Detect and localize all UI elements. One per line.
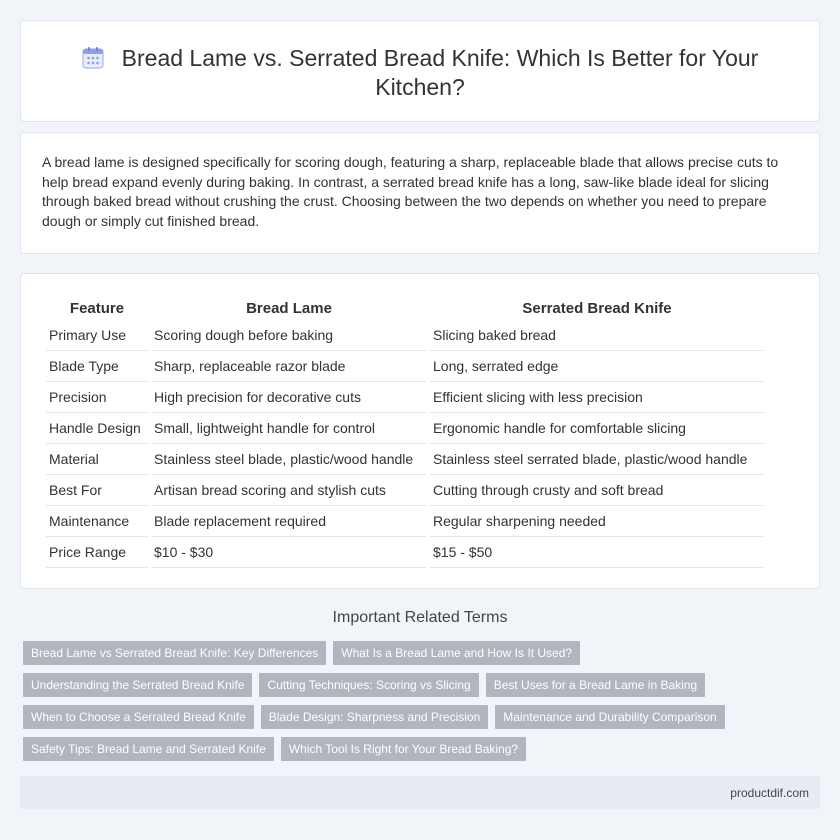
- row-serrated-knife: Regular sharpening needed: [430, 506, 764, 537]
- related-term-tag[interactable]: Safety Tips: Bread Lame and Serrated Knife: [23, 737, 274, 761]
- row-serrated-knife: Long, serrated edge: [430, 351, 764, 382]
- row-serrated-knife: Efficient slicing with less precision: [430, 382, 764, 413]
- title-card: [20, 20, 820, 122]
- row-serrated-knife: Slicing baked bread: [430, 320, 764, 351]
- row-feature: Precision: [46, 382, 148, 413]
- row-feature: Handle Design: [46, 413, 148, 444]
- comparison-card: [20, 273, 820, 589]
- row-feature: Price Range: [46, 537, 148, 568]
- intro-paragraph: A bread lame is designed specifically for scoring dough, featuring a sharp, replaceable blade that allows precise cuts to help bread expand evenly during baking. In contrast, a serrated bread knife has a long, saw-like blade ideal for slicing through baked bread without crushing the crust. Choosing between the two depends on whether you need to prepare dough or simply cut finished bread.: [42, 154, 779, 229]
- related-term-tag[interactable]: Understanding the Serrated Bread Knife: [23, 673, 252, 697]
- row-feature: Blade Type: [46, 351, 148, 382]
- related-term-tag[interactable]: When to Choose a Serrated Bread Knife: [23, 705, 254, 729]
- intro-card: [20, 132, 820, 254]
- related-terms-heading: Important Related Terms: [332, 609, 508, 626]
- table-row: [46, 413, 764, 444]
- row-serrated-knife: Ergonomic handle for comfortable slicing: [430, 413, 764, 444]
- row-bread-lame: Small, lightweight handle for control: [151, 413, 427, 444]
- row-feature: Material: [46, 444, 148, 475]
- calendar-grid-icon: [82, 47, 104, 69]
- related-term-tag[interactable]: Bread Lame vs Serrated Bread Knife: Key Differences: [23, 641, 326, 665]
- related-term-tag[interactable]: Which Tool Is Right for Your Bread Baking?: [281, 737, 526, 761]
- related-term-tag[interactable]: What Is a Bread Lame and How Is It Used?: [333, 641, 580, 665]
- related-term-tag[interactable]: Cutting Techniques: Scoring vs Slicing: [259, 673, 478, 697]
- table-row: [46, 537, 764, 568]
- related-terms-list: [23, 641, 813, 761]
- table-row: [46, 506, 764, 537]
- row-feature: Maintenance: [46, 506, 148, 537]
- table-row: [46, 382, 764, 413]
- page-title-text: Bread Lame vs. Serrated Bread Knife: Which Is Better for Your Kitchen?: [121, 45, 759, 100]
- related-term-tag[interactable]: Maintenance and Durability Comparison: [495, 705, 724, 729]
- comparison-table: [43, 294, 767, 568]
- table-row: [46, 444, 764, 475]
- table-row: [46, 320, 764, 351]
- table-row: [46, 351, 764, 382]
- row-bread-lame: $10 - $30: [151, 537, 427, 568]
- row-bread-lame: High precision for decorative cuts: [151, 382, 427, 413]
- footer: [20, 776, 820, 809]
- page-title: [21, 44, 819, 102]
- row-bread-lame: Sharp, replaceable razor blade: [151, 351, 427, 382]
- table-row: [46, 475, 764, 506]
- header-serrated-knife: Serrated Bread Knife: [522, 300, 672, 317]
- header-feature: Feature: [69, 300, 125, 317]
- row-bread-lame: Artisan bread scoring and stylish cuts: [151, 475, 427, 506]
- row-bread-lame: Stainless steel blade, plastic/wood handle: [151, 444, 427, 475]
- row-feature: Primary Use: [46, 320, 148, 351]
- row-feature: Best For: [46, 475, 148, 506]
- row-serrated-knife: Stainless steel serrated blade, plastic/wood handle: [430, 444, 764, 475]
- footer-site-link[interactable]: productdif.com: [730, 786, 809, 800]
- related-term-tag[interactable]: Blade Design: Sharpness and Precision: [261, 705, 488, 729]
- row-bread-lame: Scoring dough before baking: [151, 320, 427, 351]
- row-bread-lame: Blade replacement required: [151, 506, 427, 537]
- row-serrated-knife: Cutting through crusty and soft bread: [430, 475, 764, 506]
- table-header-row: [46, 294, 764, 320]
- header-bread-lame: Bread Lame: [246, 300, 332, 317]
- row-serrated-knife: $15 - $50: [430, 537, 764, 568]
- related-term-tag[interactable]: Best Uses for a Bread Lame in Baking: [486, 673, 705, 697]
